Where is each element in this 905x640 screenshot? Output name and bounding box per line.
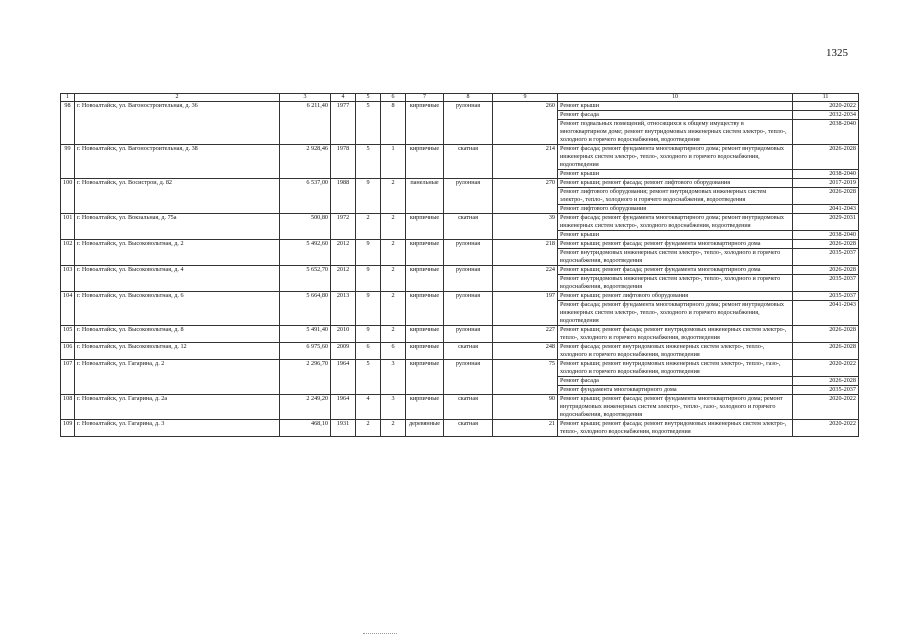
repair-work-cell: Ремонт фундамента многоквартирного дома: [558, 386, 793, 395]
entrances-cell: 8: [381, 102, 406, 145]
residents-cell: 197: [493, 292, 558, 326]
repair-period-cell: 2035-2037: [793, 249, 859, 266]
repair-work-cell: Ремонт фасада; ремонт фундамента многоквартирного дома; ремонт внутридомовых инженерных систем электро-, тепло-, холодного и горячего водоснабжения, водоотведения: [558, 145, 793, 170]
floors-cell: 2: [356, 214, 381, 240]
address-cell: г. Новоалтайск, ул. Высоковольтная, д. 6: [75, 292, 280, 326]
residents-cell: 218: [493, 240, 558, 266]
repair-period-cell: 2026-2028: [793, 377, 859, 386]
residents-cell: 260: [493, 102, 558, 145]
area-cell: 6 537,00: [280, 179, 331, 214]
column-number: 10: [558, 94, 793, 102]
repair-period-cell: 2020-2022: [793, 360, 859, 377]
year-built-cell: 1964: [331, 360, 356, 395]
walls-material-cell: деревянные: [406, 420, 444, 437]
floors-cell: 9: [356, 292, 381, 326]
scan-mark: [363, 633, 397, 635]
table-row: [61, 266, 859, 275]
repair-work-cell: Ремонт внутридомовых инженерных систем электро-, тепло-, холодного и горячего водоснабжения, водоотведения: [558, 275, 793, 292]
repair-period-cell: 2035-2037: [793, 386, 859, 395]
table-row: [61, 145, 859, 170]
floors-cell: 9: [356, 179, 381, 214]
walls-material-cell: кирпичные: [406, 292, 444, 326]
repair-work-cell: Ремонт крыши; ремонт фасада; ремонт фундамента многоквартирного дома: [558, 266, 793, 275]
column-number: 5: [356, 94, 381, 102]
repair-period-cell: 2032-2034: [793, 111, 859, 120]
year-built-cell: 1977: [331, 102, 356, 145]
floors-cell: 5: [356, 360, 381, 395]
residents-cell: 227: [493, 326, 558, 343]
row-number: 98: [61, 102, 75, 145]
residents-cell: 248: [493, 343, 558, 360]
walls-material-cell: кирпичные: [406, 266, 444, 292]
area-cell: 5 491,40: [280, 326, 331, 343]
entrances-cell: 2: [381, 292, 406, 326]
area-cell: 6 975,60: [280, 343, 331, 360]
address-cell: г. Новоалтайск, ул. Гагарина, д. 3: [75, 420, 280, 437]
roof-type-cell: рулонная: [444, 102, 493, 145]
floors-cell: 9: [356, 240, 381, 266]
area-cell: 468,10: [280, 420, 331, 437]
repair-period-cell: 2017-2019: [793, 179, 859, 188]
row-number: 105: [61, 326, 75, 343]
table-row: [61, 395, 859, 420]
year-built-cell: 2013: [331, 292, 356, 326]
floors-cell: 6: [356, 343, 381, 360]
column-number: 2: [75, 94, 280, 102]
entrances-cell: 2: [381, 214, 406, 240]
residents-cell: 214: [493, 145, 558, 179]
roof-type-cell: скатная: [444, 214, 493, 240]
address-cell: г. Новоалтайск, ул. Вокзальная, д. 75а: [75, 214, 280, 240]
table-row: [61, 326, 859, 343]
address-cell: г. Новоалтайск, ул. Высоковольтная, д. 2: [75, 240, 280, 266]
walls-material-cell: кирпичные: [406, 395, 444, 420]
row-number: 106: [61, 343, 75, 360]
table-row: [61, 292, 859, 301]
address-cell: г. Новоалтайск, ул. Вагоностроительная, д. 38: [75, 145, 280, 179]
walls-material-cell: кирпичные: [406, 214, 444, 240]
repair-work-cell: Ремонт фасада; ремонт внутридомовых инженерных систем электро-, тепло-, холодного и горячего водоснабжения, водоотведения: [558, 343, 793, 360]
roof-type-cell: рулонная: [444, 266, 493, 292]
entrances-cell: 3: [381, 395, 406, 420]
floors-cell: 2: [356, 420, 381, 437]
entrances-cell: 3: [381, 360, 406, 395]
repair-period-cell: 2020-2022: [793, 395, 859, 420]
repair-period-cell: 2026-2028: [793, 343, 859, 360]
residents-cell: 270: [493, 179, 558, 214]
entrances-cell: 6: [381, 343, 406, 360]
column-number: 11: [793, 94, 859, 102]
repair-period-cell: 2020-2022: [793, 420, 859, 437]
table-row: [61, 179, 859, 188]
column-number: 1: [61, 94, 75, 102]
address-cell: г. Новоалтайск, ул. Гагарина, д. 2а: [75, 395, 280, 420]
year-built-cell: 1972: [331, 214, 356, 240]
repair-work-cell: Ремонт крыши: [558, 102, 793, 111]
floors-cell: 9: [356, 266, 381, 292]
repair-work-cell: Ремонт крыши; ремонт внутридомовых инженерных систем электро-, тепло-, газо-, холодного и горячего водоснабжения, водоотведения: [558, 360, 793, 377]
walls-material-cell: кирпичные: [406, 326, 444, 343]
repair-period-cell: 2026-2028: [793, 240, 859, 249]
repair-work-cell: Ремонт крыши: [558, 170, 793, 179]
housing-repair-table: [60, 93, 859, 437]
repair-period-cell: 2038-2040: [793, 231, 859, 240]
repair-period-cell: 2026-2028: [793, 188, 859, 205]
year-built-cell: 1964: [331, 395, 356, 420]
table-row: [61, 214, 859, 231]
page-number: 1325: [826, 47, 848, 59]
repair-work-cell: Ремонт внутридомовых инженерных систем электро-, тепло-, холодного и горячего водоснабжения, водоотведения: [558, 249, 793, 266]
column-number: 8: [444, 94, 493, 102]
repair-work-cell: Ремонт крыши; ремонт фасада; ремонт лифтового оборудования: [558, 179, 793, 188]
repair-work-cell: Ремонт фасада; ремонт фундамента многоквартирного дома; ремонт внутридомовых инженерных систем электро-, тепло-, холодного и горячего водоснабжения, водоотведения: [558, 301, 793, 326]
roof-type-cell: рулонная: [444, 292, 493, 326]
floors-cell: 4: [356, 395, 381, 420]
address-cell: г. Новоалтайск, ул. Высоковольтная, д. 12: [75, 343, 280, 360]
repair-period-cell: 2035-2037: [793, 275, 859, 292]
area-cell: 2 296,70: [280, 360, 331, 395]
row-number: 109: [61, 420, 75, 437]
address-cell: г. Новоалтайск, ул. Гагарина, д. 2: [75, 360, 280, 395]
roof-type-cell: рулонная: [444, 326, 493, 343]
roof-type-cell: скатная: [444, 343, 493, 360]
area-cell: 5 492,60: [280, 240, 331, 266]
repair-period-cell: 2020-2022: [793, 102, 859, 111]
entrances-cell: 2: [381, 240, 406, 266]
repair-work-cell: Ремонт крыши; ремонт фасада; ремонт внутридомовых инженерных систем электро-, тепло-, холодного водоснабжения, водоотведения: [558, 420, 793, 437]
repair-period-cell: 2038-2040: [793, 170, 859, 179]
area-cell: 5 652,70: [280, 266, 331, 292]
residents-cell: 21: [493, 420, 558, 437]
repair-work-cell: Ремонт крыши; ремонт фасада; ремонт фундамента многоквартирного дома: [558, 240, 793, 249]
residents-cell: 224: [493, 266, 558, 292]
table-row: [61, 360, 859, 377]
floors-cell: 9: [356, 326, 381, 343]
repair-period-cell: 2026-2028: [793, 145, 859, 170]
walls-material-cell: панельные: [406, 179, 444, 214]
repair-work-cell: Ремонт лифтового оборудования; ремонт внутридомовых инженерных систем электро-, тепло-, холодного и горячего водоснабжения, водоотведения: [558, 188, 793, 205]
year-built-cell: 1988: [331, 179, 356, 214]
repair-period-cell: 2038-2040: [793, 120, 859, 145]
repair-period-cell: 2029-2031: [793, 214, 859, 231]
area-cell: 6 211,40: [280, 102, 331, 145]
address-cell: г. Новоалтайск, ул. Высоковольтная, д. 4: [75, 266, 280, 292]
year-built-cell: 1978: [331, 145, 356, 179]
year-built-cell: 2010: [331, 326, 356, 343]
year-built-cell: 2012: [331, 240, 356, 266]
year-built-cell: 1931: [331, 420, 356, 437]
repair-work-cell: Ремонт крыши; ремонт лифтового оборудования: [558, 292, 793, 301]
entrances-cell: 2: [381, 420, 406, 437]
address-cell: г. Новоалтайск, ул. Вагоностроительная, д. 36: [75, 102, 280, 145]
row-number: 107: [61, 360, 75, 395]
walls-material-cell: кирпичные: [406, 102, 444, 145]
column-number: 4: [331, 94, 356, 102]
floors-cell: 5: [356, 145, 381, 179]
repair-work-cell: Ремонт лифтового оборудования: [558, 205, 793, 214]
repair-period-cell: 2026-2028: [793, 326, 859, 343]
repair-period-cell: 2041-2043: [793, 205, 859, 214]
area-cell: 2 928,46: [280, 145, 331, 179]
repair-work-cell: Ремонт крыши; ремонт фасада; ремонт фундамента многоквартирного дома; ремонт внутридомовых инженерных систем электро-, тепло-, газо-, холодного и горячего водоснабжения, водоотведения: [558, 395, 793, 420]
repair-work-cell: Ремонт фасада: [558, 111, 793, 120]
column-number: 7: [406, 94, 444, 102]
area-cell: 5 664,80: [280, 292, 331, 326]
residents-cell: 39: [493, 214, 558, 240]
residents-cell: 75: [493, 360, 558, 395]
table-row: [61, 240, 859, 249]
area-cell: 500,80: [280, 214, 331, 240]
walls-material-cell: кирпичные: [406, 360, 444, 395]
table-row: [61, 102, 859, 111]
column-number-row: [61, 94, 859, 102]
roof-type-cell: рулонная: [444, 360, 493, 395]
area-cell: 2 249,20: [280, 395, 331, 420]
repair-work-cell: Ремонт подвальных помещений, относящихся к общему имуществу в многоквартирном доме; ремонт внутридомовых инженерных систем электро-, тепло-, холодного и горячего водоснабжения, водоотведения: [558, 120, 793, 145]
roof-type-cell: рулонная: [444, 179, 493, 214]
row-number: 103: [61, 266, 75, 292]
walls-material-cell: кирпичные: [406, 343, 444, 360]
walls-material-cell: кирпичные: [406, 145, 444, 179]
row-number: 99: [61, 145, 75, 179]
repair-period-cell: 2041-2043: [793, 301, 859, 326]
year-built-cell: 2012: [331, 266, 356, 292]
table-row: [61, 343, 859, 360]
column-number: 3: [280, 94, 331, 102]
repair-period-cell: 2035-2037: [793, 292, 859, 301]
repair-work-cell: Ремонт крыши: [558, 231, 793, 240]
floors-cell: 5: [356, 102, 381, 145]
year-built-cell: 2009: [331, 343, 356, 360]
entrances-cell: 2: [381, 266, 406, 292]
row-number: 100: [61, 179, 75, 214]
roof-type-cell: рулонная: [444, 240, 493, 266]
row-number: 108: [61, 395, 75, 420]
column-number: 6: [381, 94, 406, 102]
row-number: 104: [61, 292, 75, 326]
walls-material-cell: кирпичные: [406, 240, 444, 266]
repair-work-cell: Ремонт фасада; ремонт фундамента многоквартирного дома; ремонт внутридомовых инженерных систем электро-, холодного водоснабжения, водоотведения: [558, 214, 793, 231]
entrances-cell: 2: [381, 326, 406, 343]
roof-type-cell: скатная: [444, 395, 493, 420]
repair-work-cell: Ремонт фасада: [558, 377, 793, 386]
address-cell: г. Новоалтайск, ул. Восистрои, д. 82: [75, 179, 280, 214]
repair-work-cell: Ремонт крыши; ремонт фасада; ремонт внутридомовых инженерных систем электро-, тепло-, холодного и горячего водоснабжения, водоотведения: [558, 326, 793, 343]
repair-period-cell: 2026-2028: [793, 266, 859, 275]
row-number: 101: [61, 214, 75, 240]
address-cell: г. Новоалтайск, ул. Высоковольтная, д. 8: [75, 326, 280, 343]
roof-type-cell: скатная: [444, 145, 493, 179]
table-row: [61, 420, 859, 437]
column-number: 9: [493, 94, 558, 102]
entrances-cell: 2: [381, 179, 406, 214]
roof-type-cell: скатная: [444, 420, 493, 437]
residents-cell: 90: [493, 395, 558, 420]
entrances-cell: 1: [381, 145, 406, 179]
row-number: 102: [61, 240, 75, 266]
